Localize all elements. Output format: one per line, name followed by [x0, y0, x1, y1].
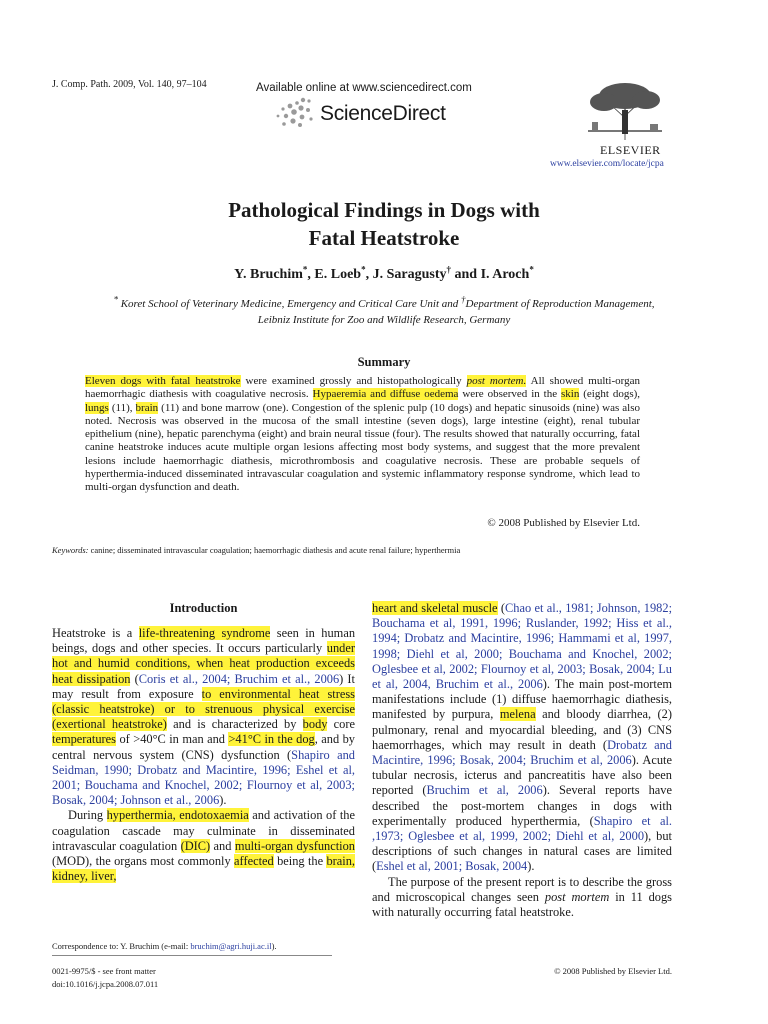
affil-line: Department of Reproduction Management, — [465, 298, 655, 310]
author-name: E. Loeb — [314, 267, 362, 282]
text-run: All showed multi-organ haemorrhagic diathesis with coagulative necrosis. — [85, 375, 641, 401]
text-run: were observed in the — [458, 388, 562, 401]
text-run: ), but descriptions of such changes in natural cases are limited ( — [372, 829, 673, 874]
text-run: core — [327, 717, 356, 732]
text-run: ( — [130, 671, 139, 686]
text-run: being the — [273, 854, 327, 869]
text-run: and is characterized by — [166, 717, 303, 732]
highlight: brain, kidney, liver, — [52, 854, 355, 884]
affil-mark: † — [461, 294, 466, 305]
text-run: Heatstroke is a — [52, 626, 139, 640]
text-run: ( — [497, 601, 506, 615]
intro-paragraph-2 — [52, 808, 355, 884]
highlight: post mortem. — [466, 375, 527, 387]
highlight: heart and skeletal muscle — [372, 601, 498, 615]
author-name: I. Aroch — [480, 267, 530, 282]
text-run: and activation of the coagulation cascade may culminate in disseminated intravascular coagulation — [52, 808, 355, 853]
text-run: and bloody diarrhea, (2) pulmonary, renal and myocardial bleeding, and (3) CNS haemorrhages, which may result in death ( — [372, 707, 672, 752]
introduction-heading: Introduction — [169, 601, 238, 615]
highlight: >41°C in the dog — [228, 732, 315, 747]
highlight: affected — [234, 854, 274, 869]
footer-copyright: © 2008 Published by Elsevier Ltd. — [554, 966, 672, 976]
highlight: Hypaeremia and diffuse oedema — [312, 388, 459, 401]
text-run: seen in human beings, dogs and other species. It occurs particularly — [52, 626, 356, 656]
text-run: (MOD), the organs most commonly — [52, 854, 235, 869]
text-run: (11) and bone marrow (one). Congestion of the splenic pulp (10 dogs) and hepatic sinusoids (nine) was also noted. Necrosis was observed in the mucosa of the small intestine (seven dogs), large intestine (eight), renal tubular epithelium (nine), hepatic parenchyma (eight) and brain neural tissue (four). The results showed that naturally occurring, fatal canine heatstroke induces acute multiple organ lesions affecting most body systems, and suggest that the more prevalent lesions include haemorrhagic diathesis, microthrombosis and coagulative necrosis. These are probable sequels of hyperthermia-induced disseminated intravascular coagulation and systemic inflammatory response syndrome, which lead to multi-organ dysfunction and death. — [85, 401, 640, 494]
text-run: (eight dogs), — [579, 388, 641, 401]
citation-link[interactable]: Shapiro and Seidman, 1990; Drobatz and Macintire, 1996; Eshel et al, 2001; Bouchama and Knochel, 2002; Flournoy et al, 2003; Bosak, 2004; Johnson et al., 2006 — [52, 747, 355, 808]
author-name: Y. Bruchim — [234, 267, 303, 282]
summary-copyright: © 2008 Published by Elsevier Ltd. — [487, 517, 640, 529]
affiliation — [0, 296, 768, 328]
highlight: lungs — [85, 401, 109, 414]
text-run: ). Acute tubular necrosis, icterus and pancreatitis have also been reported ( — [372, 753, 672, 798]
citation-link[interactable]: Drobatz and Macintire, 1996; Bosak, 2004; Bruchim et al, 2006 — [372, 737, 672, 768]
highlight: melena — [499, 707, 536, 722]
right-paragraph-2 — [372, 875, 672, 921]
highlight: multi-organ dysfunction — [234, 838, 355, 853]
issn-line: 0021-9975/$ - see front matter — [52, 966, 156, 976]
author-list: Y. Bruchim*, E. Loeb*, J. Saragusty† and I. Aroch* — [234, 264, 534, 282]
text-run: of >40°C in man and — [116, 732, 229, 747]
summary-paragraph — [85, 375, 640, 495]
citation-link[interactable]: Eshel et al, 2001; Bosak, 2004 — [376, 859, 528, 874]
citation-link[interactable]: Chao et al., 1981; Johnson, 1982; Bouchama et al, 1991, 1996; Ruslander, 1992; Hiss et al., 1994; Drobatz and Macintire, 1996; Hammami et al, 1997, 1998; Diehl et al, 2000; Bouchama and Knochel, 2002; Oglesbee et al, 2002; Flournoy et al, 2003; Bosak, 2004; Lu et al, 2004, Bruchim et al., 2006 — [372, 601, 673, 692]
italic-term: post mortem — [544, 889, 610, 904]
text-run: ). — [219, 793, 227, 808]
affil-line: Leibniz Institute for Zoo and Wildlife Research, Germany — [257, 314, 511, 326]
title-line: Fatal Heatstroke — [308, 226, 460, 250]
text-run: During — [68, 808, 107, 823]
sciencedirect-wordmark: ScienceDirect — [320, 102, 446, 125]
left-column — [52, 601, 355, 884]
sciencedirect-logo-icon — [273, 96, 317, 130]
highlight: under hot and humid conditions, when heat production exceeds heat dissipation — [52, 641, 355, 686]
elsevier-tree-icon — [580, 80, 670, 142]
email-link[interactable]: bruchim@agri.huji.ac.il — [190, 941, 272, 951]
text-run: in 11 dogs with naturally occurring fatal heatstroke. — [372, 889, 672, 920]
author-mark: † — [446, 264, 451, 275]
text-run: ). The main post-mortem manifestations include (1) diffuse haemorrhagic diathesis, manifested by purpura, — [372, 677, 673, 722]
journal-url-link[interactable]: www.elsevier.com/locate/jcpa — [550, 159, 664, 169]
citation-link[interactable]: Coris et al., 2004; Bruchim et al., 2006 — [138, 671, 340, 686]
highlight: skin — [561, 388, 580, 401]
highlight: life-threatening syndrome — [138, 626, 271, 640]
text-run: (11), — [108, 401, 136, 414]
highlight: (DIC) — [180, 838, 211, 853]
citation-link[interactable]: Bruchim et al, 2006 — [426, 783, 543, 798]
highlight: hyperthermia, endotoxaemia — [106, 808, 249, 823]
author-mark: * — [302, 264, 308, 275]
affil-line: Koret School of Veterinary Medicine, Emergency and Critical Care Unit and — [120, 298, 459, 310]
author-mark: * — [361, 264, 366, 275]
summary-heading: Summary — [357, 355, 411, 369]
highlight: body — [302, 717, 328, 732]
text-run: ). — [527, 859, 535, 874]
right-paragraph-1 — [372, 601, 672, 875]
intro-paragraph-1 — [52, 626, 355, 808]
right-column — [372, 601, 672, 920]
keywords-label: Keywords: — [52, 545, 89, 555]
text-run: and — [210, 838, 235, 853]
journal-reference: J. Comp. Path. 2009, Vol. 140, 97–104 — [52, 79, 207, 90]
author-and: and — [454, 267, 478, 282]
elsevier-wordmark: ELSEVIER — [600, 143, 661, 157]
author-name: J. Saragusty — [372, 267, 447, 282]
highlight: brain — [135, 401, 159, 414]
text-run: ). Several reports have described the post-mortem changes in dogs with experimentally produced hyperthermia, ( — [372, 783, 672, 828]
keywords-line — [52, 545, 460, 555]
article-title — [0, 196, 768, 252]
text-run: ). — [271, 941, 277, 951]
highlight: Eleven dogs with fatal heatstroke — [85, 375, 241, 387]
correspondence-note — [52, 941, 277, 951]
available-online-text: Available online at www.sciencedirect.com — [256, 82, 472, 94]
highlight: to environmental heat stress (classic heatstroke) or to strenuous physical exercise (exertional heatstroke) — [52, 686, 355, 732]
citation-link[interactable]: Shapiro et al. ,1973; Oglesbee et al, 1999, 2002; Diehl et al, 2000 — [372, 813, 672, 844]
footer-divider — [52, 955, 332, 956]
text-run: , and by central nervous system (CNS) dysfunction ( — [52, 732, 355, 762]
affil-mark: * — [113, 294, 118, 305]
author-mark: * — [529, 264, 534, 275]
text-run: ) It may result from exposure — [52, 671, 355, 701]
keywords-text: canine; disseminated intravascular coagulation; haemorrhagic diathesis and acute renal failure; hyperthermia — [88, 545, 461, 555]
text-run: were examined grossly and histopathologically — [240, 375, 467, 387]
highlight: temperatures — [52, 732, 116, 747]
text-run: The purpose of the present report is to describe the gross and microscopical changes seen — [372, 874, 672, 904]
title-line: Pathological Findings in Dogs with — [228, 198, 540, 222]
text-run: Correspondence to: Y. Bruchim (e-mail: — [52, 941, 191, 951]
doi-line: doi:10.1016/j.jcpa.2008.07.011 — [52, 979, 159, 989]
